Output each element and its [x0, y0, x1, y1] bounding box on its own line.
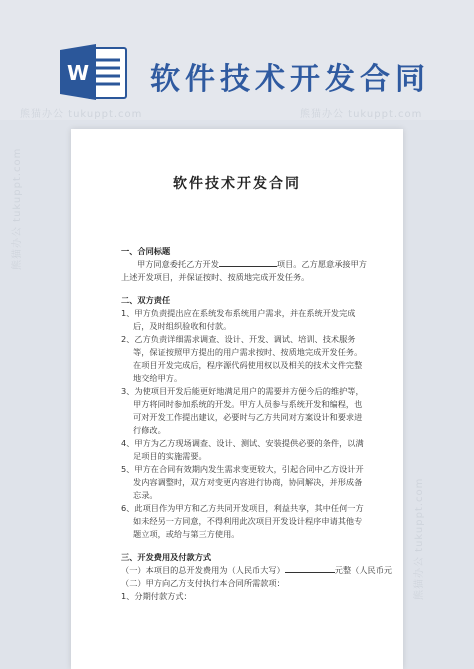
watermark: 熊猫办公 tukuppt.com — [300, 109, 423, 120]
list-item: 3、为使项目开发后能更好地满足用户的需要并方便今后的维护等，甲方将同时参加系统的开发。甲方人员参与系统开发和编程，也可对开发工作提出建议，必要时与乙方共同对方案设计和要求进行修改。 — [121, 386, 364, 435]
list-item: 1、甲方负责提出应在系统发布系统用户需求，并在系统开发完成后，及时组织验收和付款。 — [121, 308, 356, 331]
watermark: 熊猫办公 tukuppt.com — [20, 109, 143, 120]
banner-title: 软件技术开发合同 — [150, 62, 430, 97]
section-heading: 三、开发费用及付款方式 — [121, 552, 212, 562]
list-item: 2、乙方负责详细需求调查、设计、开发、调试、培训、技术服务等，保证按照甲方提出的用户需求按时、按质地完成开发任务。在项目开发完成后，程序源代码使用权以及相关的技术文件完整地交给甲方。 — [121, 334, 363, 383]
document-body — [121, 245, 393, 603]
text: （一）本项目的总开发费用为（人民币大写） — [121, 565, 285, 575]
text: 元整（人民币元 — [334, 565, 393, 575]
text: 甲方同意委托乙方开发 — [137, 259, 219, 269]
list-item: 5、甲方在合同有效期内发生需求变更较大，引起合同中乙方设计开发内容调整时，双方对变更内容进行协商，协同解决，并形成备忘录。 — [121, 464, 364, 500]
list-item: 6、此项目作为甲方和乙方共同开发项目，利益共享，其中任何一方如未经另一方同意，不得利用此次项目开发设计程序申请其他专题立项，或给与第三方使用。 — [121, 503, 364, 539]
blank-line — [219, 258, 277, 267]
section-heading: 二、双方责任 — [121, 295, 171, 305]
document-title: 软件技术开发合同 — [173, 176, 301, 192]
paragraph: 1、分期付款方式： — [121, 591, 192, 601]
document-page — [71, 129, 403, 669]
banner — [0, 0, 474, 120]
word-document-icon — [58, 42, 130, 102]
paragraph — [121, 258, 369, 284]
list-item: 4、甲方为乙方现场调查、设计、测试、安装提供必要的条件，以满足项目的实施需要。 — [121, 438, 364, 461]
section-heading: 一、合同标题 — [121, 246, 171, 256]
watermark: 熊猫办公 tukuppt.com — [414, 477, 425, 600]
svg-text:W: W — [66, 61, 90, 85]
blank-line — [285, 564, 335, 573]
paragraph: （二）甲方向乙方支付执行本合同所需款项： — [121, 578, 285, 588]
text: 项目。乙方愿意承接甲方上述开发项目，并保证按时、按质地完成开发任务。 — [121, 259, 367, 282]
paragraph — [121, 564, 393, 577]
watermark: 熊猫办公 tukuppt.com — [12, 147, 23, 270]
